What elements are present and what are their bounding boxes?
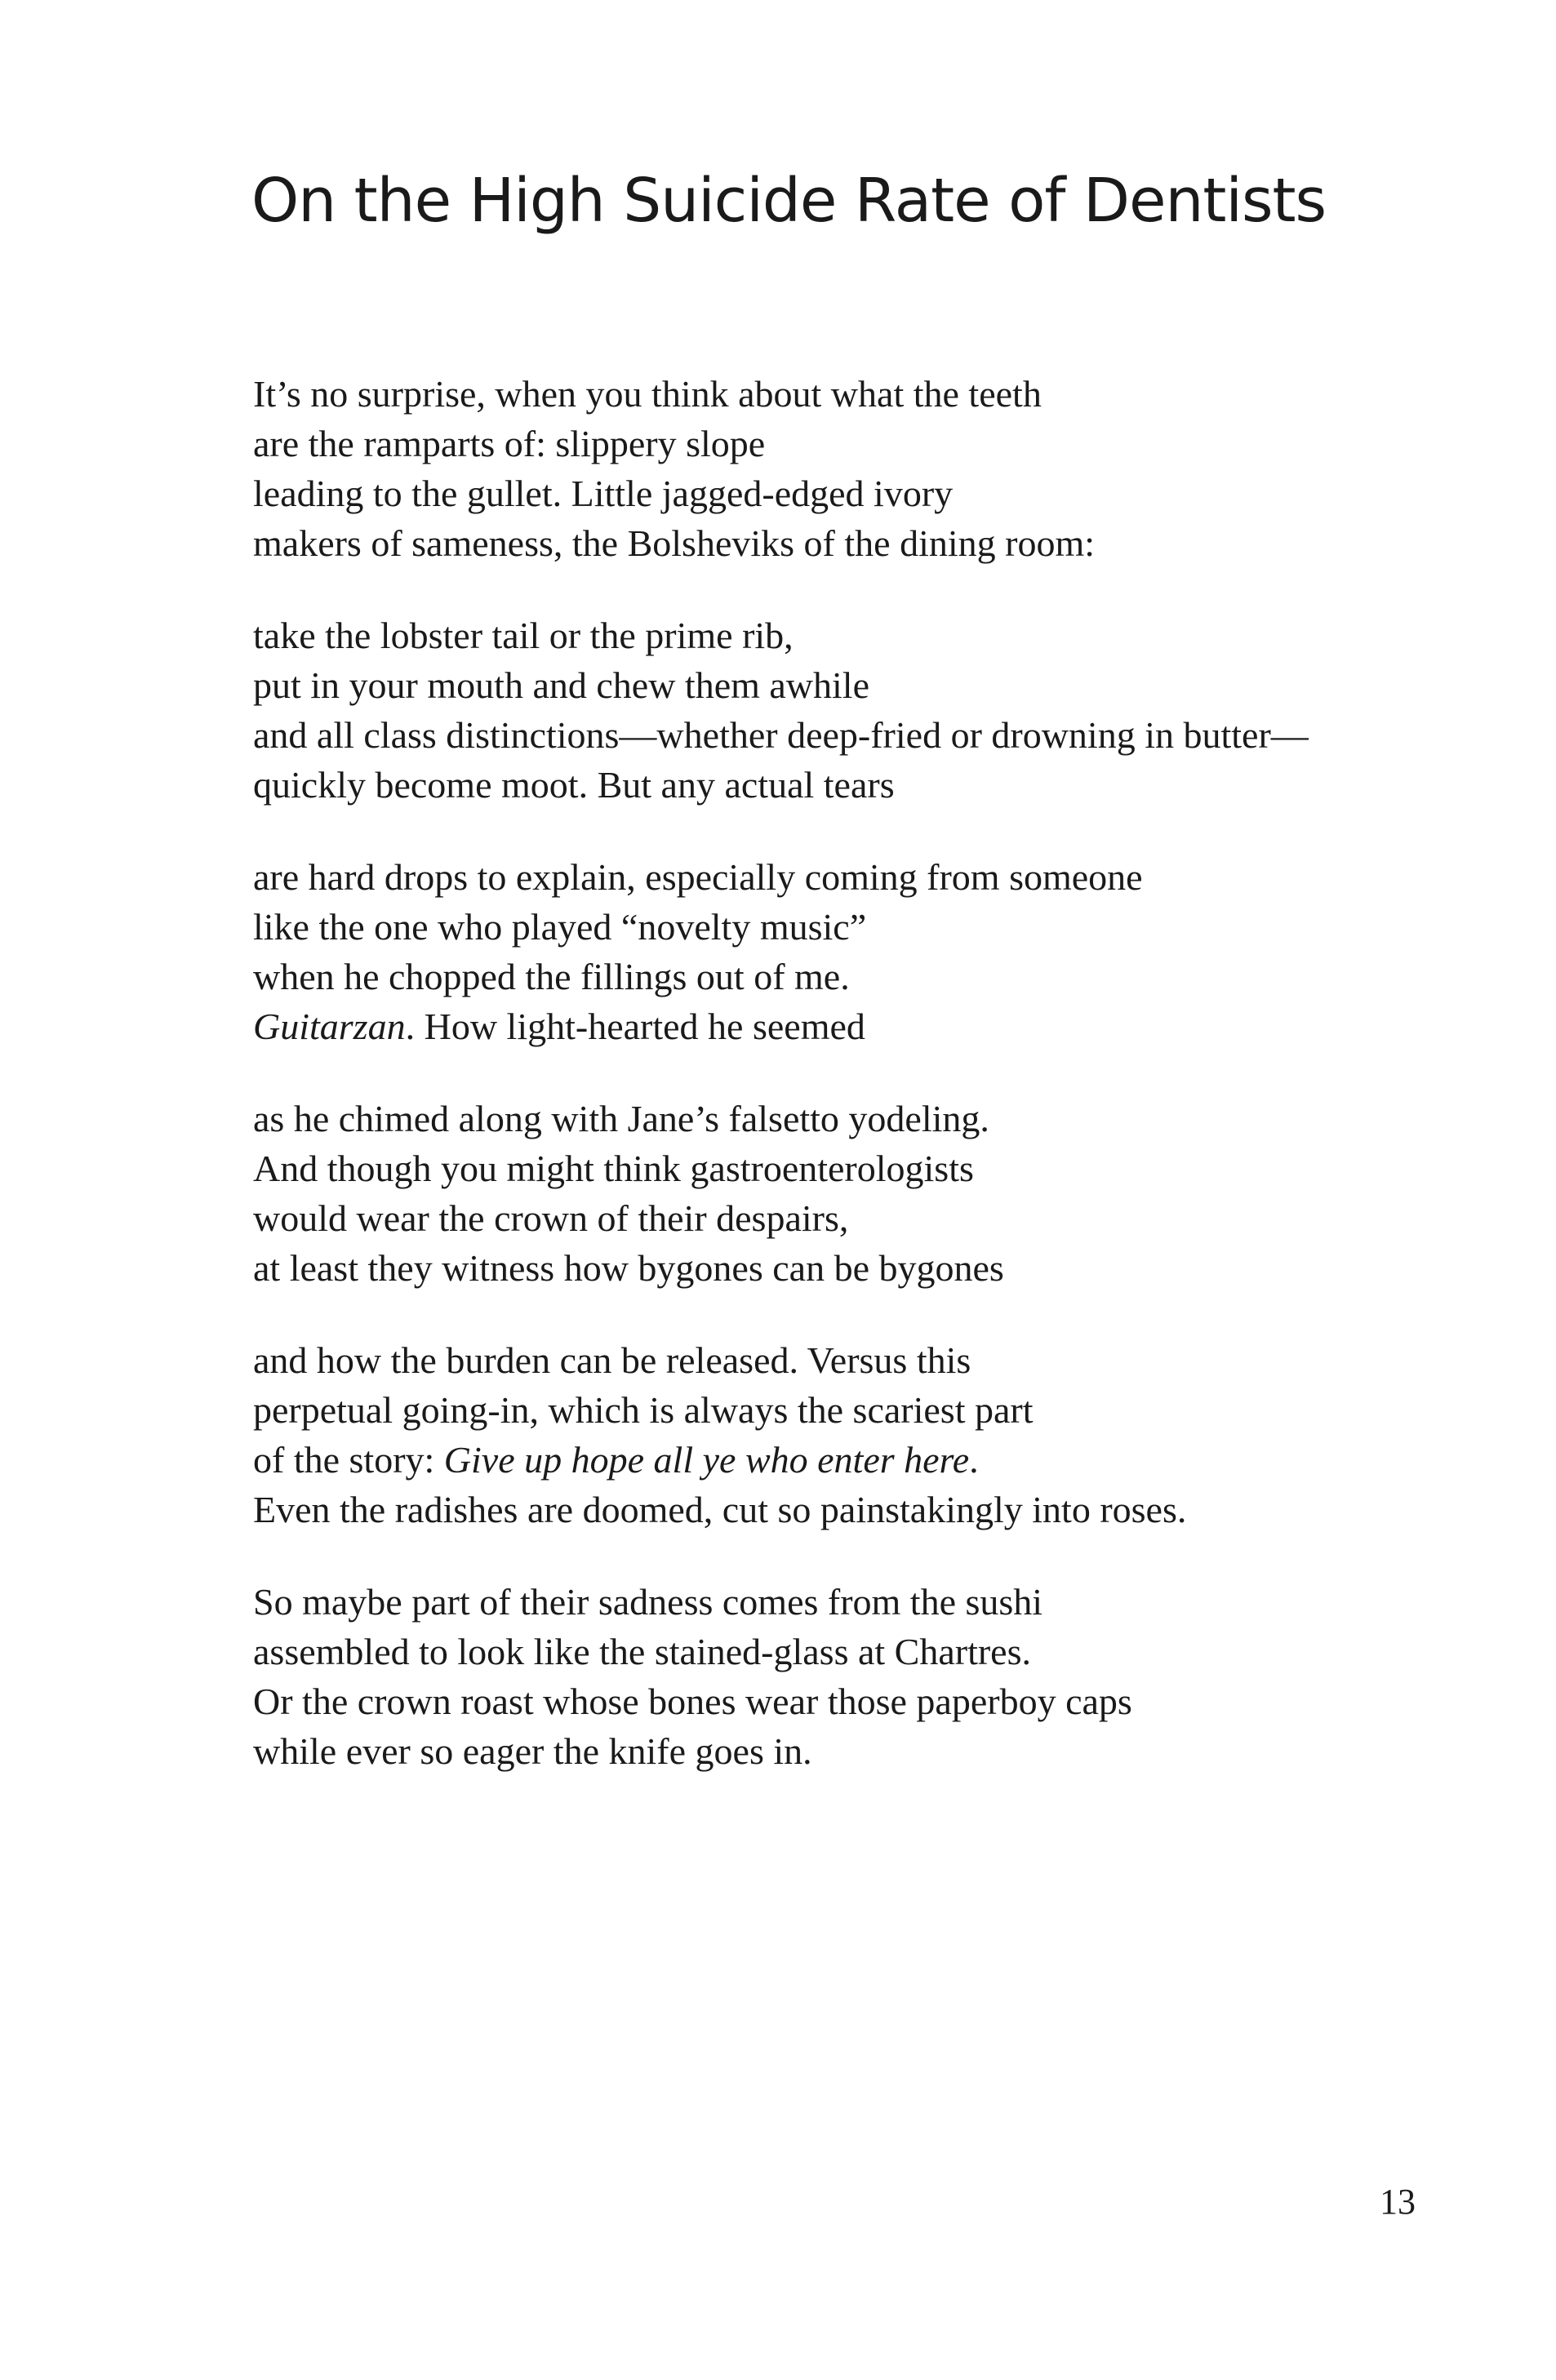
poem-line: quickly become moot. But any actual tears [253,764,895,806]
poem-line: Or the crown roast whose bones wear those paperboy caps [253,1681,1132,1722]
page-number: 13 [1380,2182,1416,2222]
poem-line: So maybe part of their sadness comes from the sushi [253,1581,1043,1623]
poem-line: when he chopped the fillings out of me. [253,956,850,997]
poem-line: put in your mouth and chew them awhile [253,664,870,706]
poem-line: like the one who played “novelty music” [253,906,867,948]
stanza-4 [253,1094,1429,1293]
poem-line: of the story: Give up hope all ye who enter here. [253,1439,979,1481]
poem-line: and how the burden can be released. Versus this [253,1339,971,1381]
poem-line: as he chimed along with Jane’s falsetto yodeling. [253,1098,989,1139]
poem-line: and all class distinctions—whether deep-fried or drowning in butter— [253,714,1309,756]
stanza-6 [253,1577,1429,1776]
poem-line: are hard drops to explain, especially coming from someone [253,856,1143,898]
poem-title: On the High Suicide Rate of Dentists [251,166,1327,236]
stanza-5 [253,1335,1429,1534]
poem-line: assembled to look like the stained-glass at Chartres. [253,1631,1031,1672]
poem-line: perpetual going-in, which is always the scariest part [253,1389,1034,1431]
poem-line: take the lobster tail or the prime rib, [253,615,794,656]
stanza-1 [253,369,1429,568]
stanza-3 [253,852,1429,1051]
poem-line: are the ramparts of: slippery slope [253,423,766,464]
italic-phrase: Give up hope all ye who enter here [443,1439,970,1481]
italic-phrase: Guitarzan [253,1006,406,1047]
poem-line: And though you might think gastroenterologists [253,1148,974,1189]
poem-line: would wear the crown of their despairs, [253,1197,849,1239]
stanza-2 [253,611,1429,810]
poem-line: Guitarzan. How light-hearted he seemed [253,1006,865,1047]
poem-body [253,369,1429,1818]
poem-line: makers of sameness, the Bolsheviks of the dining room: [253,522,1096,564]
poem-line: leading to the gullet. Little jagged-edged ivory [253,473,954,514]
poem-line: Even the radishes are doomed, cut so painstakingly into roses. [253,1489,1187,1530]
poem-line: It’s no surprise, when you think about what the teeth [253,373,1042,415]
poem-line: while ever so eager the knife goes in. [253,1730,812,1772]
poem-line: at least they witness how bygones can be bygones [253,1247,1004,1289]
